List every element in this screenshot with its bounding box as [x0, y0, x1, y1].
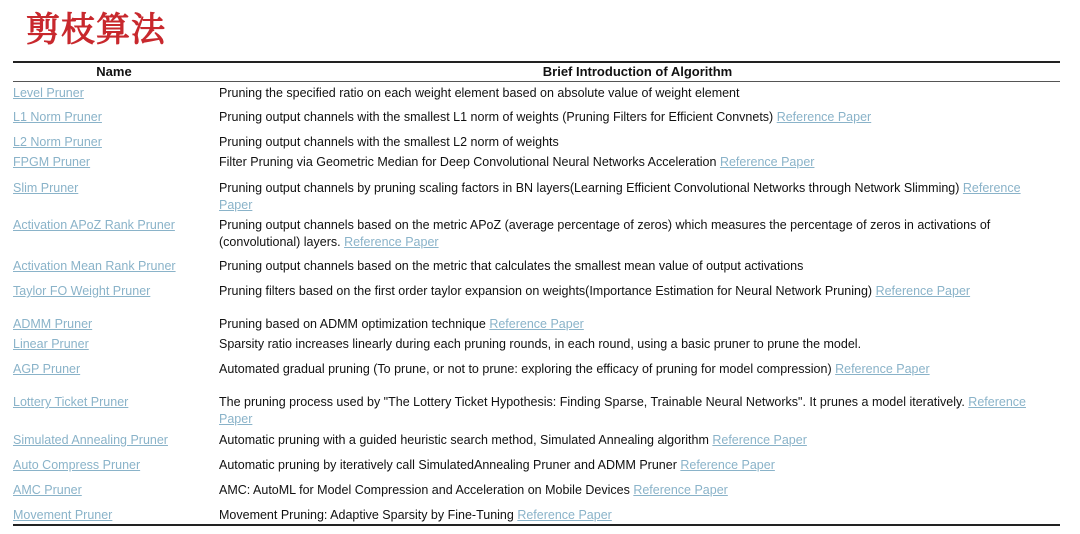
row-description: Pruning output channels by pruning scaling factors in BN layers(Learning Efficient Convolutional Networks through Network Slimming) [219, 181, 960, 195]
row-description: Pruning output channels with the smallest L2 norm of weights [219, 135, 559, 149]
row-description: Filter Pruning via Geometric Median for Deep Convolutional Neural Networks Acceleration [219, 155, 717, 169]
pruner-link[interactable]: ADMM Pruner [13, 317, 93, 331]
pruner-link[interactable]: Level Pruner [13, 86, 84, 100]
table-row [13, 258, 1060, 275]
reference-paper-link[interactable]: Reference Paper [633, 483, 728, 497]
row-description: Automated gradual pruning (To prune, or not to prune: exploring the efficacy of pruning for model compression) [219, 362, 832, 376]
reference-paper-link[interactable]: Reference Paper [219, 181, 1021, 212]
row-description: Pruning output channels based on the metric APoZ (average percentage of zeros) which measures the percentage of zeros in activations of (convolutional) layers. [219, 218, 991, 249]
row-description: Automatic pruning with a guided heuristic search method, Simulated Annealing algorithm [219, 433, 709, 447]
row-description: Sparsity ratio increases linearly during each pruning rounds, in each round, using a basic pruner to prune the model. [219, 337, 862, 351]
pruner-link[interactable]: AMC Pruner [13, 483, 82, 497]
reference-paper-link[interactable]: Reference Paper [719, 155, 815, 169]
reference-paper-link[interactable]: Reference Paper [344, 235, 439, 249]
row-description: Pruning the specified ratio on each weight element based on absolute value of weight element [219, 86, 740, 100]
reference-paper-link[interactable]: Reference Paper [712, 433, 807, 447]
row-description: Pruning filters based on the first order taylor expansion on weights(Importance Estimation for Neural Network Pruning) [219, 284, 873, 298]
pruner-link[interactable]: Linear Pruner [13, 337, 89, 351]
reference-paper-link[interactable]: Reference Paper [517, 508, 612, 522]
reference-paper-link[interactable]: Reference Paper [680, 458, 775, 472]
table-row [13, 482, 1060, 499]
pruner-link[interactable]: Simulated Annealing Pruner [13, 433, 168, 447]
table-row [13, 457, 1060, 474]
header-name: Name [96, 64, 132, 79]
row-description: Movement Pruning: Adaptive Sparsity by Fine-Tuning [219, 508, 514, 522]
table-row [13, 134, 1060, 151]
table-header [13, 63, 1060, 82]
reference-paper-link[interactable]: Reference Paper [776, 110, 872, 124]
row-description: Pruning based on ADMM optimization technique [219, 317, 486, 331]
table-row [13, 336, 1060, 353]
reference-paper-link[interactable]: Reference Paper [489, 317, 584, 331]
row-description: Pruning output channels with the smallest L1 norm of weights (Pruning Filters for Efficient Convnets) [219, 110, 774, 124]
header-description: Brief Introduction of Algorithm [542, 64, 733, 79]
pruner-link[interactable]: L1 Norm Pruner [13, 110, 102, 124]
table-row [13, 432, 1060, 449]
reference-paper-link[interactable]: Reference Paper [875, 284, 971, 298]
table-row [13, 507, 1060, 524]
row-description: Automatic pruning by iteratively call SimulatedAnnealing Pruner and ADMM Pruner [219, 458, 677, 472]
table-row [13, 316, 1060, 333]
pruner-link[interactable]: Lottery Ticket Pruner [13, 395, 129, 409]
table-row [13, 394, 1060, 428]
table-row [13, 154, 1060, 171]
pruner-link[interactable]: Slim Pruner [13, 181, 79, 195]
table-row [13, 180, 1060, 214]
pruner-link[interactable]: Activation Mean Rank Pruner [13, 259, 176, 273]
pruner-link[interactable]: Activation APoZ Rank Pruner [13, 218, 175, 232]
pruner-link[interactable]: Auto Compress Pruner [13, 458, 141, 472]
row-description: AMC: AutoML for Model Compression and Acceleration on Mobile Devices [219, 483, 630, 497]
table-row [13, 283, 1060, 300]
pruner-link[interactable]: Taylor FO Weight Pruner [13, 284, 151, 298]
table-row [13, 109, 1060, 126]
table-row [13, 217, 1060, 251]
pruner-link[interactable]: L2 Norm Pruner [13, 135, 102, 149]
pruner-link[interactable]: FPGM Pruner [13, 155, 91, 169]
pruner-link[interactable]: Movement Pruner [13, 508, 113, 522]
table-row [13, 361, 1060, 378]
row-description: The pruning process used by "The Lottery Ticket Hypothesis: Finding Sparse, Trainable Neural Networks". It prunes a model iteratively. [219, 395, 965, 409]
pruner-link[interactable]: AGP Pruner [13, 362, 81, 376]
reference-paper-link[interactable]: Reference Paper [219, 395, 1026, 426]
row-description: Pruning output channels based on the metric that calculates the smallest mean value of output activations [219, 259, 804, 273]
reference-paper-link[interactable]: Reference Paper [835, 362, 930, 376]
page-title: 剪枝算法 [26, 10, 166, 50]
table-bottom-rule [13, 524, 1060, 526]
algorithm-table [13, 61, 1060, 522]
table-row [13, 85, 1060, 102]
